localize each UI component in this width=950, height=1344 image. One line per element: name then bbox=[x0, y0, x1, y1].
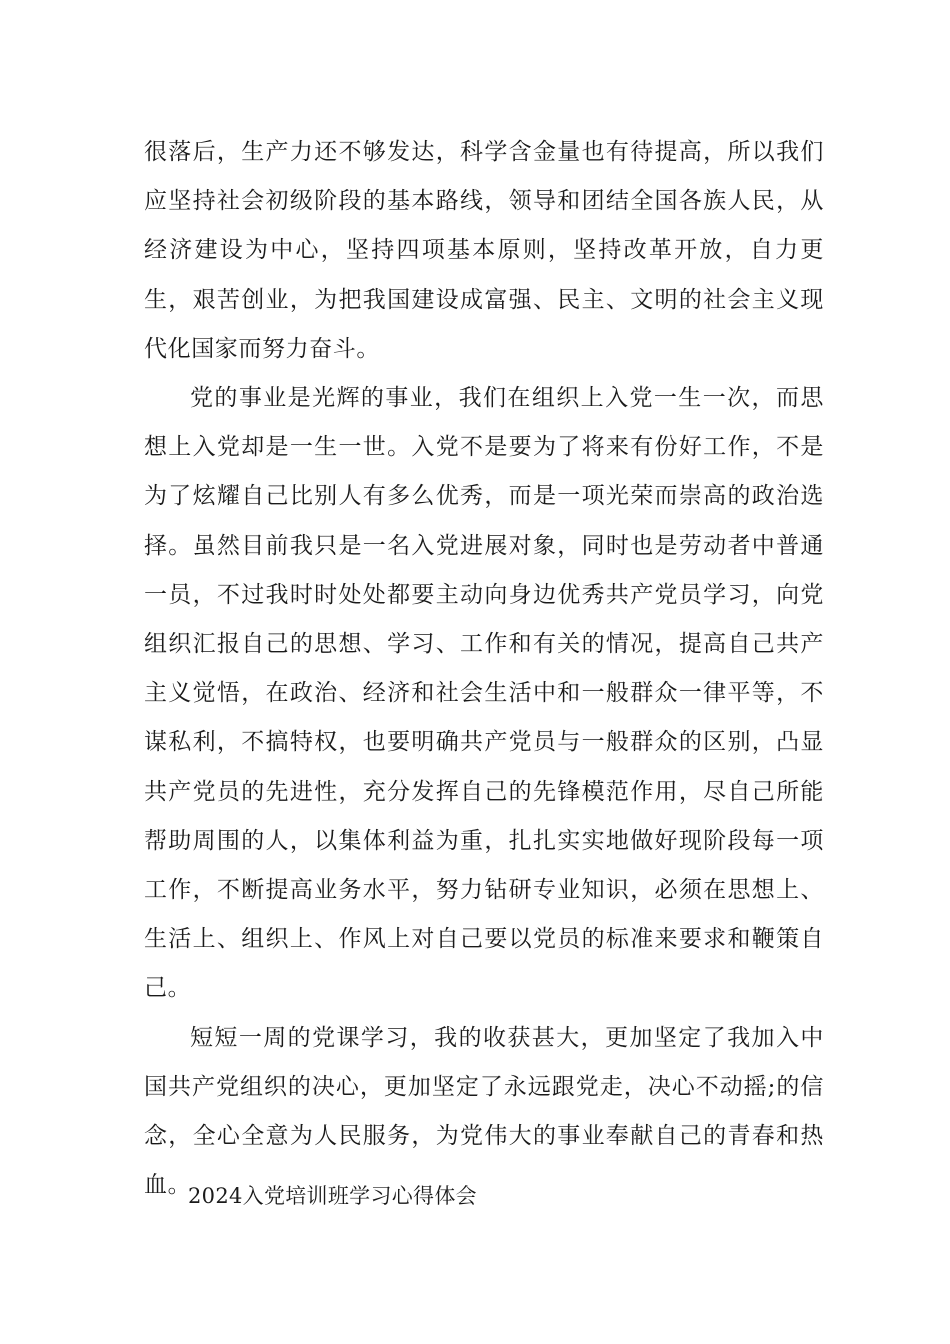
next-section-title: 2024入党培训班学习心得体会 bbox=[188, 1184, 477, 1208]
paragraph-continuation: 很落后，生产力还不够发达，科学含金量也有待提高，所以我们应坚持社会初级阶段的基本路线，领导和团结全国各族人民，从经济建设为中心，坚持四项基本原则，坚持改革开放，自力更生，艰苦创业，为把我国建设成富强、民主、文明的社会主义现代化国家而努力奋斗。 bbox=[144, 139, 824, 362]
document-body bbox=[144, 128, 824, 1210]
paragraph-party-cause: 党的事业是光辉的事业，我们在组织上入党一生一次，而思想上入党却是一生一世。入党不是要为了将来有份好工作，不是为了炫耀自己比别人有多么优秀，而是一项光荣而崇高的政治选择。虽然目前我只是一名入党进展对象，同时也是劳动者中普通一员，不过我时时处处都要主动向身边优秀共产党员学习，向党组织汇报自己的思想、学习、工作和有关的情况，提高自己共产主义觉悟，在政治、经济和社会生活中和一般群众一律平等，不谋私利，不搞特权，也要明确共产党员与一般群众的区别，凸显共产党员的先进性，充分发挥自己的先锋模范作用，尽自己所能帮助周围的人，以集体利益为重，扎扎实实地做好现阶段每一项工作，不断提高业务水平，努力钻研专业知识，必须在思想上、生活上、组织上、作风上对自己要以党员的标准来要求和鞭策自己。 bbox=[144, 385, 824, 1002]
paragraph-course-summary: 短短一周的党课学习，我的收获甚大，更加坚定了我加入中国共产党组织的决心，更加坚定了永远跟党走，决心不动摇;的信念，全心全意为人民服务，为党伟大的事业奉献自己的青春和热血。 bbox=[144, 1024, 824, 1199]
